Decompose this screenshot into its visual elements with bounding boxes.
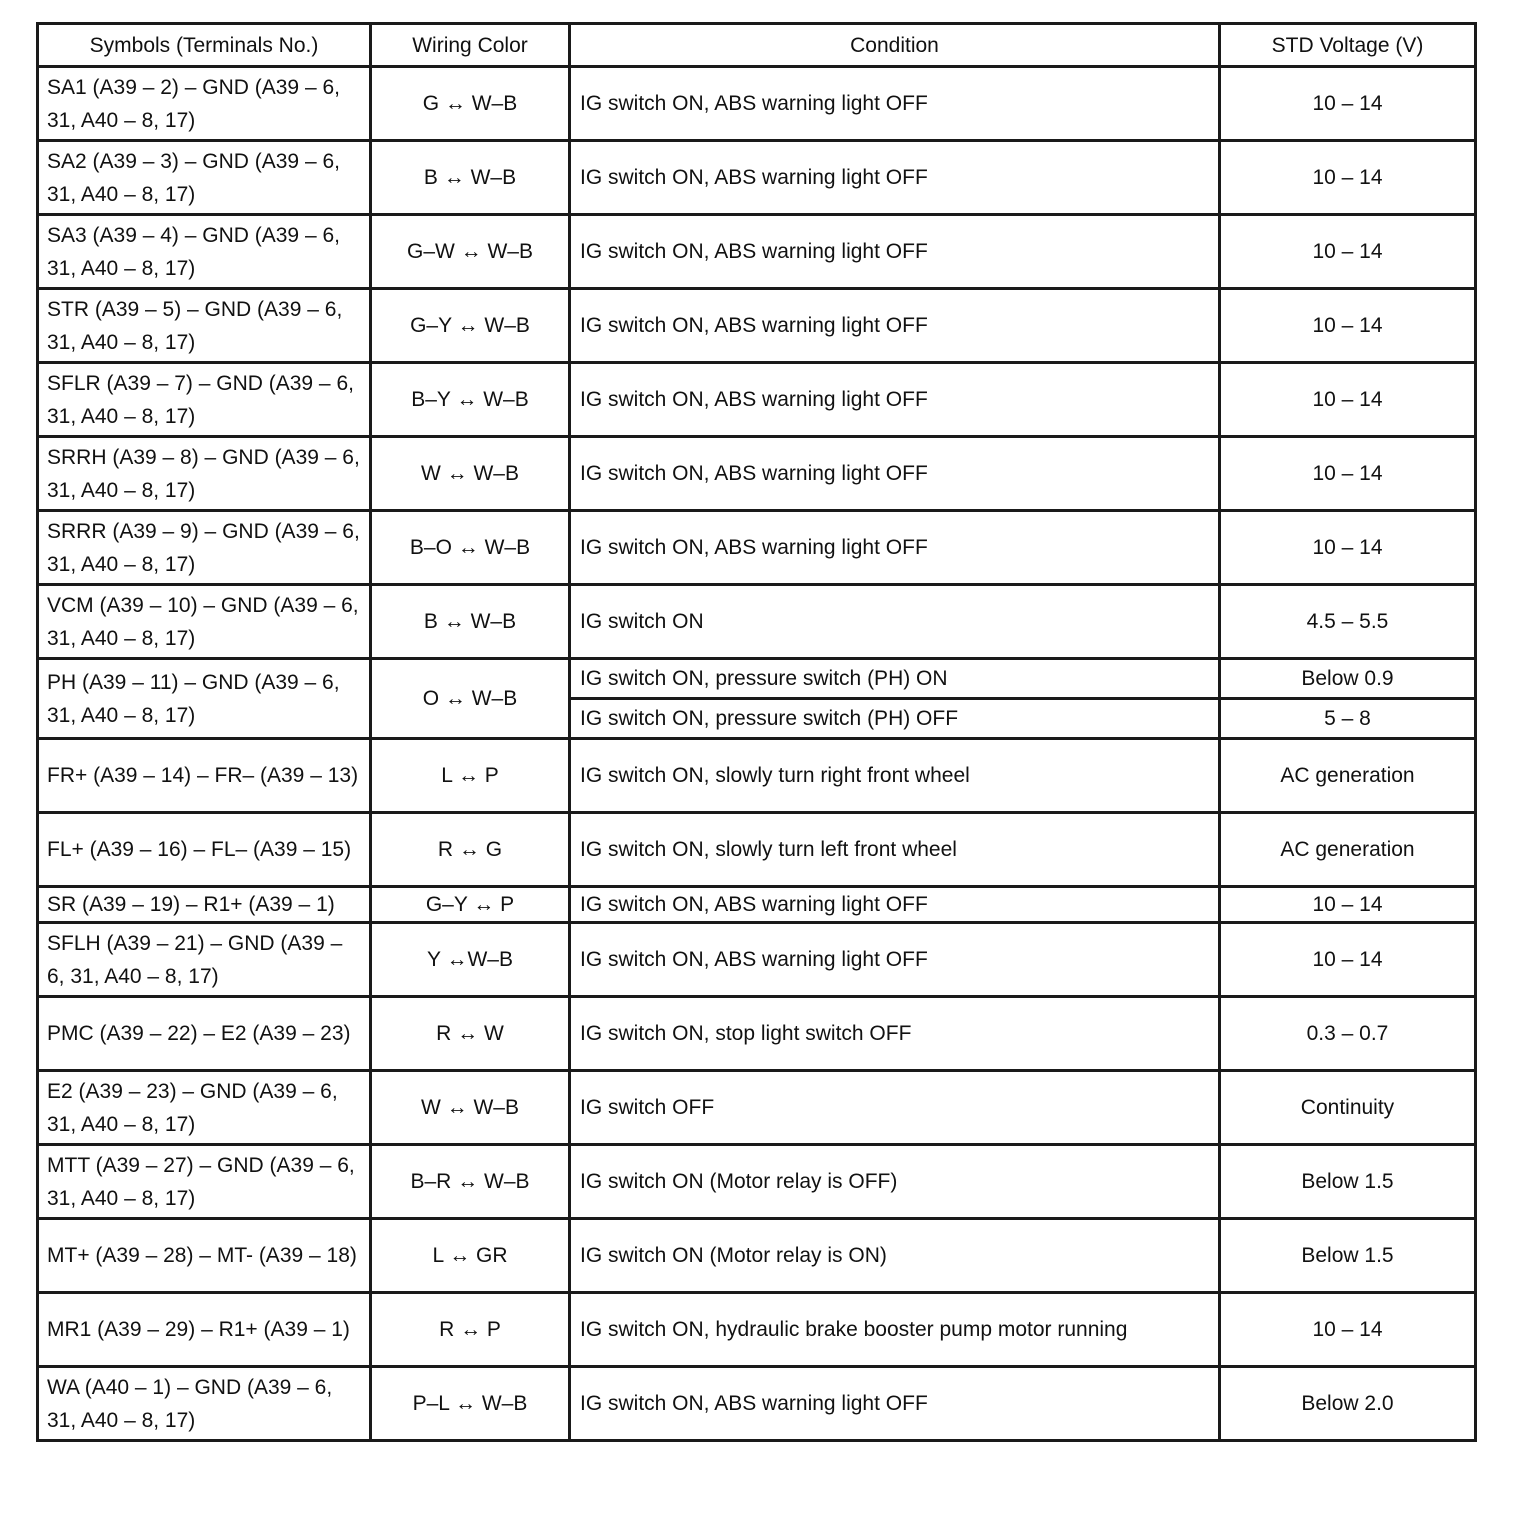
condition-cell: IG switch ON, ABS warning light OFF <box>570 887 1220 923</box>
wiring-color-cell: G–W ↔ W–B <box>371 215 570 289</box>
wiring-color-cell: R ↔ W <box>371 997 570 1071</box>
voltage-cell: 10 – 14 <box>1220 141 1476 215</box>
condition-cell: IG switch ON, ABS warning light OFF <box>570 437 1220 511</box>
header-condition: Condition <box>570 24 1220 67</box>
symbol-cell: VCM (A39 – 10) – GND (A39 – 6, 31, A40 – 8, 17) <box>38 585 371 659</box>
symbol-cell: SFLH (A39 – 21) – GND (A39 – 6, 31, A40 – 8, 17) <box>38 923 371 997</box>
wiring-color-cell: R ↔ P <box>371 1293 570 1367</box>
voltage-cell: 10 – 14 <box>1220 887 1476 923</box>
condition-cell: IG switch ON, slowly turn right front wheel <box>570 739 1220 813</box>
table-row <box>38 289 1476 363</box>
symbol-cell: E2 (A39 – 23) – GND (A39 – 6, 31, A40 – 8, 17) <box>38 1071 371 1145</box>
table-row <box>38 585 1476 659</box>
symbol-cell: SA2 (A39 – 3) – GND (A39 – 6, 31, A40 – 8, 17) <box>38 141 371 215</box>
symbol-cell: MR1 (A39 – 29) – R1+ (A39 – 1) <box>38 1293 371 1367</box>
table-row <box>38 923 1476 997</box>
condition-cell: IG switch ON (Motor relay is ON) <box>570 1219 1220 1293</box>
voltage-cell: 10 – 14 <box>1220 1293 1476 1367</box>
wiring-color-cell: B–Y ↔ W–B <box>371 363 570 437</box>
header-symbols: Symbols (Terminals No.) <box>38 24 371 67</box>
condition-cell: IG switch ON (Motor relay is OFF) <box>570 1145 1220 1219</box>
condition-cell: IG switch ON, pressure switch (PH) ON <box>570 659 1220 699</box>
voltage-cell: 10 – 14 <box>1220 437 1476 511</box>
symbol-cell: FL+ (A39 – 16) – FL– (A39 – 15) <box>38 813 371 887</box>
wiring-color-cell: B ↔ W–B <box>371 585 570 659</box>
wiring-color-cell: L ↔ P <box>371 739 570 813</box>
symbol-cell: MT+ (A39 – 28) – MT- (A39 – 18) <box>38 1219 371 1293</box>
condition-cell: IG switch ON <box>570 585 1220 659</box>
wiring-color-cell: R ↔ G <box>371 813 570 887</box>
wiring-color-cell: G ↔ W–B <box>371 67 570 141</box>
symbol-cell: PMC (A39 – 22) – E2 (A39 – 23) <box>38 997 371 1071</box>
condition-cell: IG switch ON, ABS warning light OFF <box>570 1367 1220 1441</box>
wiring-color-cell: G–Y ↔ P <box>371 887 570 923</box>
condition-cell: IG switch ON, ABS warning light OFF <box>570 363 1220 437</box>
table-row <box>38 511 1476 585</box>
condition-cell: IG switch ON, ABS warning light OFF <box>570 289 1220 363</box>
table-row <box>38 141 1476 215</box>
voltage-cell: 10 – 14 <box>1220 215 1476 289</box>
table-row <box>38 887 1476 923</box>
symbol-cell: WA (A40 – 1) – GND (A39 – 6, 31, A40 – 8, 17) <box>38 1367 371 1441</box>
table-row <box>38 739 1476 813</box>
voltage-cell: 10 – 14 <box>1220 511 1476 585</box>
voltage-cell: Continuity <box>1220 1071 1476 1145</box>
table-row <box>38 1293 1476 1367</box>
voltage-cell: Below 1.5 <box>1220 1219 1476 1293</box>
condition-cell: IG switch ON, ABS warning light OFF <box>570 67 1220 141</box>
wiring-color-cell: B–O ↔ W–B <box>371 511 570 585</box>
wiring-color-cell: W ↔ W–B <box>371 437 570 511</box>
table-row <box>38 997 1476 1071</box>
wiring-color-cell: P–L ↔ W–B <box>371 1367 570 1441</box>
symbol-cell: SA1 (A39 – 2) – GND (A39 – 6, 31, A40 – 8, 17) <box>38 67 371 141</box>
voltage-cell: 10 – 14 <box>1220 363 1476 437</box>
symbol-cell: SR (A39 – 19) – R1+ (A39 – 1) <box>38 887 371 923</box>
table-row <box>38 1071 1476 1145</box>
condition-cell: IG switch ON, pressure switch (PH) OFF <box>570 699 1220 739</box>
voltage-cell: Below 2.0 <box>1220 1367 1476 1441</box>
symbol-cell: FR+ (A39 – 14) – FR– (A39 – 13) <box>38 739 371 813</box>
voltage-cell: Below 0.9 <box>1220 659 1476 699</box>
condition-cell: IG switch ON, ABS warning light OFF <box>570 511 1220 585</box>
header-wiring-color: Wiring Color <box>371 24 570 67</box>
voltage-cell: 4.5 – 5.5 <box>1220 585 1476 659</box>
wiring-color-cell: L ↔ GR <box>371 1219 570 1293</box>
ecu-terminal-voltage-table <box>36 22 1477 1442</box>
voltage-cell: Below 1.5 <box>1220 1145 1476 1219</box>
symbol-cell: SFLR (A39 – 7) – GND (A39 – 6, 31, A40 – 8, 17) <box>38 363 371 437</box>
voltage-cell: 5 – 8 <box>1220 699 1476 739</box>
table-row <box>38 215 1476 289</box>
voltage-cell: 10 – 14 <box>1220 67 1476 141</box>
condition-cell: IG switch ON, ABS warning light OFF <box>570 923 1220 997</box>
header-std-voltage: STD Voltage (V) <box>1220 24 1476 67</box>
wiring-color-cell: B–R ↔ W–B <box>371 1145 570 1219</box>
condition-cell: IG switch ON, stop light switch OFF <box>570 997 1220 1071</box>
voltage-cell: 10 – 14 <box>1220 289 1476 363</box>
table-row <box>38 437 1476 511</box>
wiring-color-cell: O ↔ W–B <box>371 659 570 739</box>
symbol-cell: STR (A39 – 5) – GND (A39 – 6, 31, A40 – 8, 17) <box>38 289 371 363</box>
symbol-cell: SRRR (A39 – 9) – GND (A39 – 6, 31, A40 – 8, 17) <box>38 511 371 585</box>
voltage-cell: 10 – 14 <box>1220 923 1476 997</box>
voltage-cell: 0.3 – 0.7 <box>1220 997 1476 1071</box>
voltage-cell: AC generation <box>1220 739 1476 813</box>
condition-cell: IG switch ON, ABS warning light OFF <box>570 141 1220 215</box>
symbol-cell: SRRH (A39 – 8) – GND (A39 – 6, 31, A40 – 8, 17) <box>38 437 371 511</box>
condition-cell: IG switch ON, hydraulic brake booster pump motor running <box>570 1293 1220 1367</box>
symbol-cell: PH (A39 – 11) – GND (A39 – 6, 31, A40 – 8, 17) <box>38 659 371 739</box>
table-row <box>38 813 1476 887</box>
table-header-row <box>38 24 1476 67</box>
table-row <box>38 1145 1476 1219</box>
wiring-color-cell: Y ↔W–B <box>371 923 570 997</box>
condition-cell: IG switch ON, ABS warning light OFF <box>570 215 1220 289</box>
table-row <box>38 1219 1476 1293</box>
table-row <box>38 363 1476 437</box>
wiring-color-cell: G–Y ↔ W–B <box>371 289 570 363</box>
symbol-cell: MTT (A39 – 27) – GND (A39 – 6, 31, A40 – 8, 17) <box>38 1145 371 1219</box>
wiring-color-cell: B ↔ W–B <box>371 141 570 215</box>
table-row <box>38 659 1476 699</box>
table-row <box>38 67 1476 141</box>
wiring-color-cell: W ↔ W–B <box>371 1071 570 1145</box>
table-row <box>38 1367 1476 1441</box>
voltage-cell: AC generation <box>1220 813 1476 887</box>
symbol-cell: SA3 (A39 – 4) – GND (A39 – 6, 31, A40 – 8, 17) <box>38 215 371 289</box>
condition-cell: IG switch ON, slowly turn left front wheel <box>570 813 1220 887</box>
condition-cell: IG switch OFF <box>570 1071 1220 1145</box>
